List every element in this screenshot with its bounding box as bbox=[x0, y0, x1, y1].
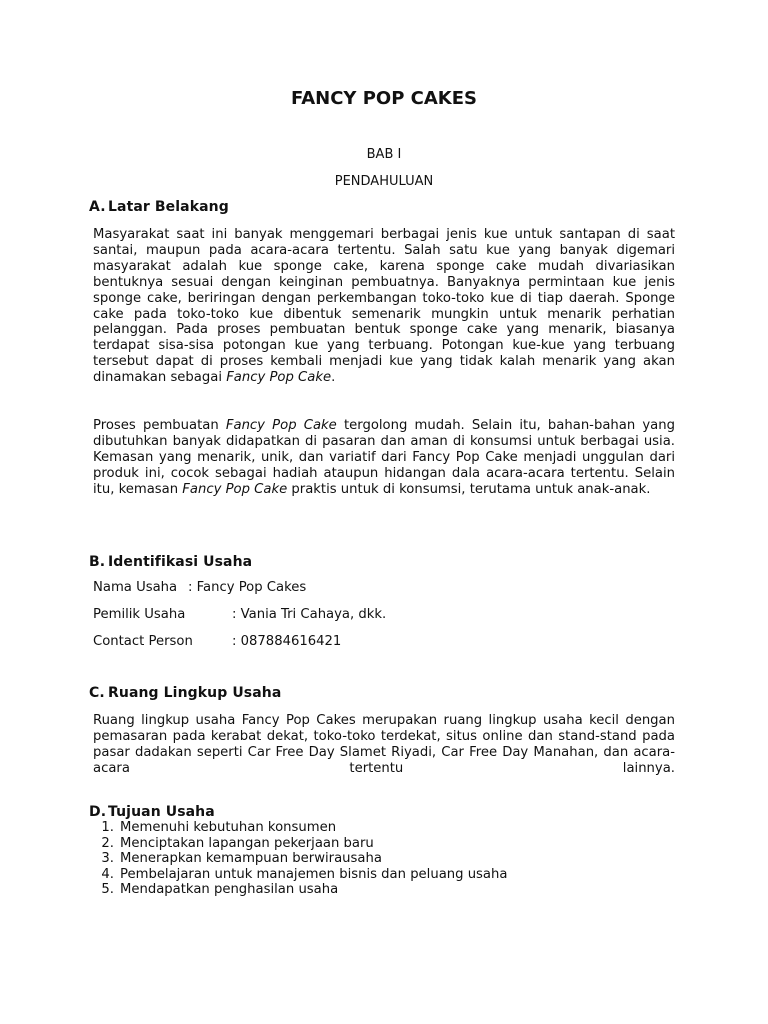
list-text: Mendapatkan penghasilan usaha bbox=[120, 882, 339, 898]
section-heading-b bbox=[89, 554, 252, 570]
background-paragraph-1 bbox=[93, 227, 675, 386]
product-name-italic: Fancy Pop Cake bbox=[226, 370, 332, 386]
section-title: Ruang Lingkup Usaha bbox=[108, 685, 282, 701]
section-title: Identifikasi Usaha bbox=[108, 554, 253, 570]
section-title: Latar Belakang bbox=[108, 199, 229, 215]
list-item bbox=[93, 882, 507, 898]
chapter-number: BAB I bbox=[366, 147, 402, 162]
section-letter: B. bbox=[89, 554, 106, 570]
product-name-italic: Fancy Pop Cake bbox=[182, 481, 288, 497]
list-item bbox=[93, 867, 507, 883]
section-letter: D. bbox=[89, 804, 107, 820]
business-name-row bbox=[93, 580, 306, 595]
paragraph-text: . bbox=[331, 370, 336, 386]
product-name-italic: Fancy Pop Cake bbox=[225, 418, 337, 433]
section-letter: C. bbox=[89, 685, 105, 701]
chapter-title: PENDAHULUAN bbox=[334, 174, 434, 189]
section-title: Tujuan Usaha bbox=[108, 804, 215, 820]
paragraph-text: Masyarakat saat ini banyak menggemari berbagai jenis kue untuk santapan di saat santai, maupun pada acara-acara tertentu. Salah satu kue yang banyak digemari masyarakat adalah kue sponge cake, karena sponge cake mudah divariasikan bentuknya sesuai dengan keinginan pembuatnya. Banyaknya permintaan kue jenis sponge cake, beriringan dengan perkembangan toko-toko kue di tiap daerah. Sponge cake pada toko-toko kue dibentuk semenarik mungkin untuk menarik perhatian pelanggan. Pada proses pembuatan bentuk sponge cake yang menarik, biasanya terdapat sisa-sisa potongan kue yang terbuang. Potongan kue-kue yang terbuang tersebut dapat di proses kembali menjadi kue yang tidak kalah menarik yang akan dinamakan sebagai bbox=[93, 227, 675, 386]
contact-label: Contact Person bbox=[93, 634, 193, 649]
owner-value: : Vania Tri Cahaya, dkk. bbox=[232, 607, 387, 622]
section-letter: A. bbox=[89, 199, 106, 215]
list-text: Menciptakan lapangan pekerjaan baru bbox=[120, 835, 374, 851]
paragraph-text: praktis untuk di konsumsi, terutama untuk anak-anak. bbox=[287, 481, 651, 497]
list-number: 2. bbox=[101, 835, 114, 851]
contact-value: : 087884616421 bbox=[232, 634, 342, 649]
list-number: 4. bbox=[101, 866, 114, 882]
contact-row bbox=[93, 634, 341, 649]
paragraph-text: Proses pembuatan bbox=[93, 418, 226, 433]
owner-row bbox=[93, 607, 386, 622]
list-item bbox=[93, 820, 507, 836]
business-name-value: : Fancy Pop Cakes bbox=[188, 580, 307, 595]
section-heading-a bbox=[89, 199, 229, 215]
list-text: Pembelajaran untuk manajemen bisnis dan peluang usaha bbox=[120, 866, 508, 882]
list-item bbox=[93, 851, 507, 867]
business-name-label: Nama Usaha bbox=[93, 580, 178, 595]
owner-label: Pemilik Usaha bbox=[93, 607, 186, 622]
list-number: 3. bbox=[101, 851, 114, 867]
document-title: FANCY POP CAKES bbox=[290, 88, 478, 109]
list-number: 1. bbox=[101, 820, 114, 835]
list-item bbox=[93, 836, 507, 852]
scope-paragraph: Ruang lingkup usaha Fancy Pop Cakes merupakan ruang lingkup usaha kecil dengan pemasaran pada kerabat dekat, toko-toko terdekat, situs online dan stand-stand pada pasar dadakan seperti Car Free Day Slamet Riyadi, Car Free Day Manahan, dan acara-acara tertentu lainnya. bbox=[93, 713, 675, 776]
list-text: Menerapkan kemampuan berwirausaha bbox=[120, 851, 382, 867]
list-text: Memenuhi kebutuhan konsumen bbox=[120, 820, 337, 835]
background-paragraph-2 bbox=[93, 418, 675, 498]
section-heading-d bbox=[89, 804, 215, 820]
section-heading-c bbox=[89, 685, 281, 701]
goals-list bbox=[93, 820, 507, 898]
list-number: 5. bbox=[101, 882, 114, 898]
paragraph-text: tergolong mudah. Selain itu, bahan-bahan yang dibutuhkan banyak didapatkan di pasaran dan aman di konsumsi untuk berbagai usia. Kemasan yang menarik, unik, dan variatif dari Fancy Pop Cake menjadi unggulan dari produk ini, cocok sebagai hadiah ataupun hidangan dala acara-acara tertentu. Selain itu, kemasan bbox=[93, 418, 675, 497]
